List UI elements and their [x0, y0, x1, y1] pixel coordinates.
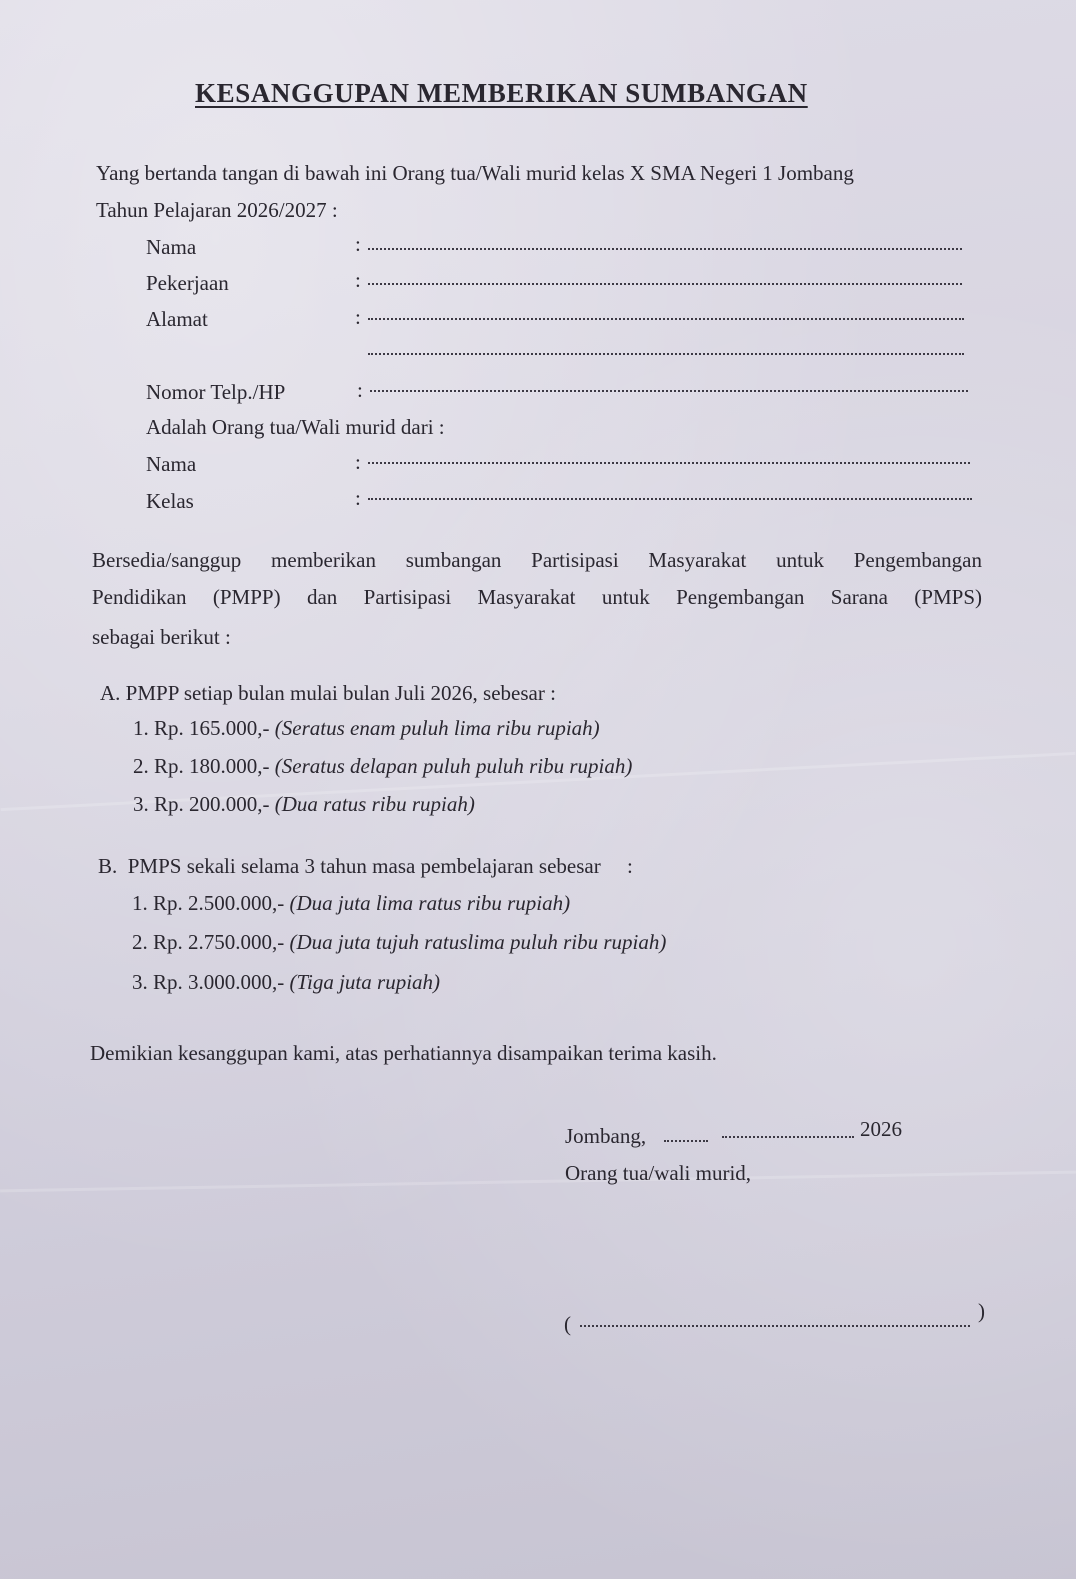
signer-role: Orang tua/wali murid, [565, 1161, 752, 1185]
option-words: (Seratus delapan puluh puluh ribu rupiah) [274, 754, 633, 778]
signature-paren-close: ) [978, 1299, 985, 1323]
field-colon: : [355, 232, 361, 256]
option-words: (Tiga juta rupiah) [289, 970, 441, 994]
alamat-blank-line[interactable] [368, 318, 964, 320]
paragraph-line-3: sebagai berikut : [92, 625, 231, 649]
section-b-option-2 [132, 930, 666, 955]
year-label: 2026 [860, 1117, 902, 1141]
field-colon: : [355, 305, 361, 329]
telp-blank-line[interactable] [370, 390, 968, 392]
kelas-blank-line[interactable] [368, 498, 972, 500]
place-label: Jombang, [565, 1124, 647, 1148]
signature-name-blank[interactable] [580, 1325, 970, 1327]
document-title: KESANGGUPAN MEMBERIKAN SUMBANGAN [195, 78, 808, 108]
section-a-option-1 [133, 716, 600, 741]
section-a-heading: A. PMPP setiap bulan mulai bulan Juli 2026, sebesar : [100, 681, 556, 705]
field-colon: : [355, 268, 361, 292]
date-day-blank[interactable] [664, 1140, 708, 1142]
paper-crease [0, 1171, 1076, 1193]
child-field-label-nama: Nama [146, 452, 197, 476]
option-amount: 3. Rp. 3.000.000,- [132, 970, 290, 994]
section-a-option-3 [133, 792, 475, 817]
field-label-alamat: Alamat [146, 307, 208, 331]
paragraph-line-1: Bersedia/sanggup memberikan sumbangan Partisipasi Masyarakat untuk Pengembangan [92, 548, 982, 572]
pekerjaan-blank-line[interactable] [368, 283, 962, 285]
field-label-pekerjaan: Pekerjaan [146, 271, 229, 295]
option-amount: 3. Rp. 200.000,- [133, 792, 275, 816]
option-amount: 1. Rp. 165.000,- [133, 716, 275, 740]
section-a-option-2 [133, 754, 632, 779]
child-field-label-kelas: Kelas [146, 489, 194, 513]
option-amount: 2. Rp. 180.000,- [133, 754, 275, 778]
option-amount: 1. Rp. 2.500.000,- [132, 891, 290, 915]
option-words: (Dua juta lima ratus ribu rupiah) [289, 891, 571, 915]
option-words: (Dua juta tujuh ratuslima puluh ribu rupiah) [289, 930, 667, 954]
closing-statement: Demikian kesanggupan kami, atas perhatiannya disampaikan terima kasih. [90, 1041, 717, 1065]
option-amount: 2. Rp. 2.750.000,- [132, 930, 290, 954]
child-nama-blank-line[interactable] [368, 462, 970, 464]
nama-blank-line[interactable] [368, 248, 962, 250]
field-label-nama: Nama [146, 235, 197, 259]
signature-paren-open: ( [564, 1312, 571, 1336]
section-b-option-1 [132, 891, 570, 916]
option-words: (Seratus enam puluh lima ribu rupiah) [274, 716, 600, 740]
option-words: (Dua ratus ribu rupiah) [274, 792, 475, 816]
intro-line-1: Yang bertanda tangan di bawah ini Orang tua/Wali murid kelas X SMA Negeri 1 Jombang [96, 161, 854, 185]
child-heading: Adalah Orang tua/Wali murid dari : [146, 415, 445, 439]
field-colon: : [355, 486, 361, 510]
intro-line-2: Tahun Pelajaran 2026/2027 : [96, 198, 338, 222]
alamat-blank-line-2[interactable] [368, 353, 964, 355]
paragraph-line-2: Pendidikan (PMPP) dan Partisipasi Masyarakat untuk Pengembangan Sarana (PMPS) [92, 585, 982, 609]
section-b-option-3 [132, 970, 440, 995]
field-label-telp: Nomor Telp./HP [146, 380, 286, 404]
field-colon: : [357, 378, 363, 402]
field-colon: : [355, 450, 361, 474]
section-b-heading: B. PMPS sekali selama 3 tahun masa pembelajaran sebesar : [98, 854, 633, 878]
date-month-blank[interactable] [722, 1136, 854, 1138]
